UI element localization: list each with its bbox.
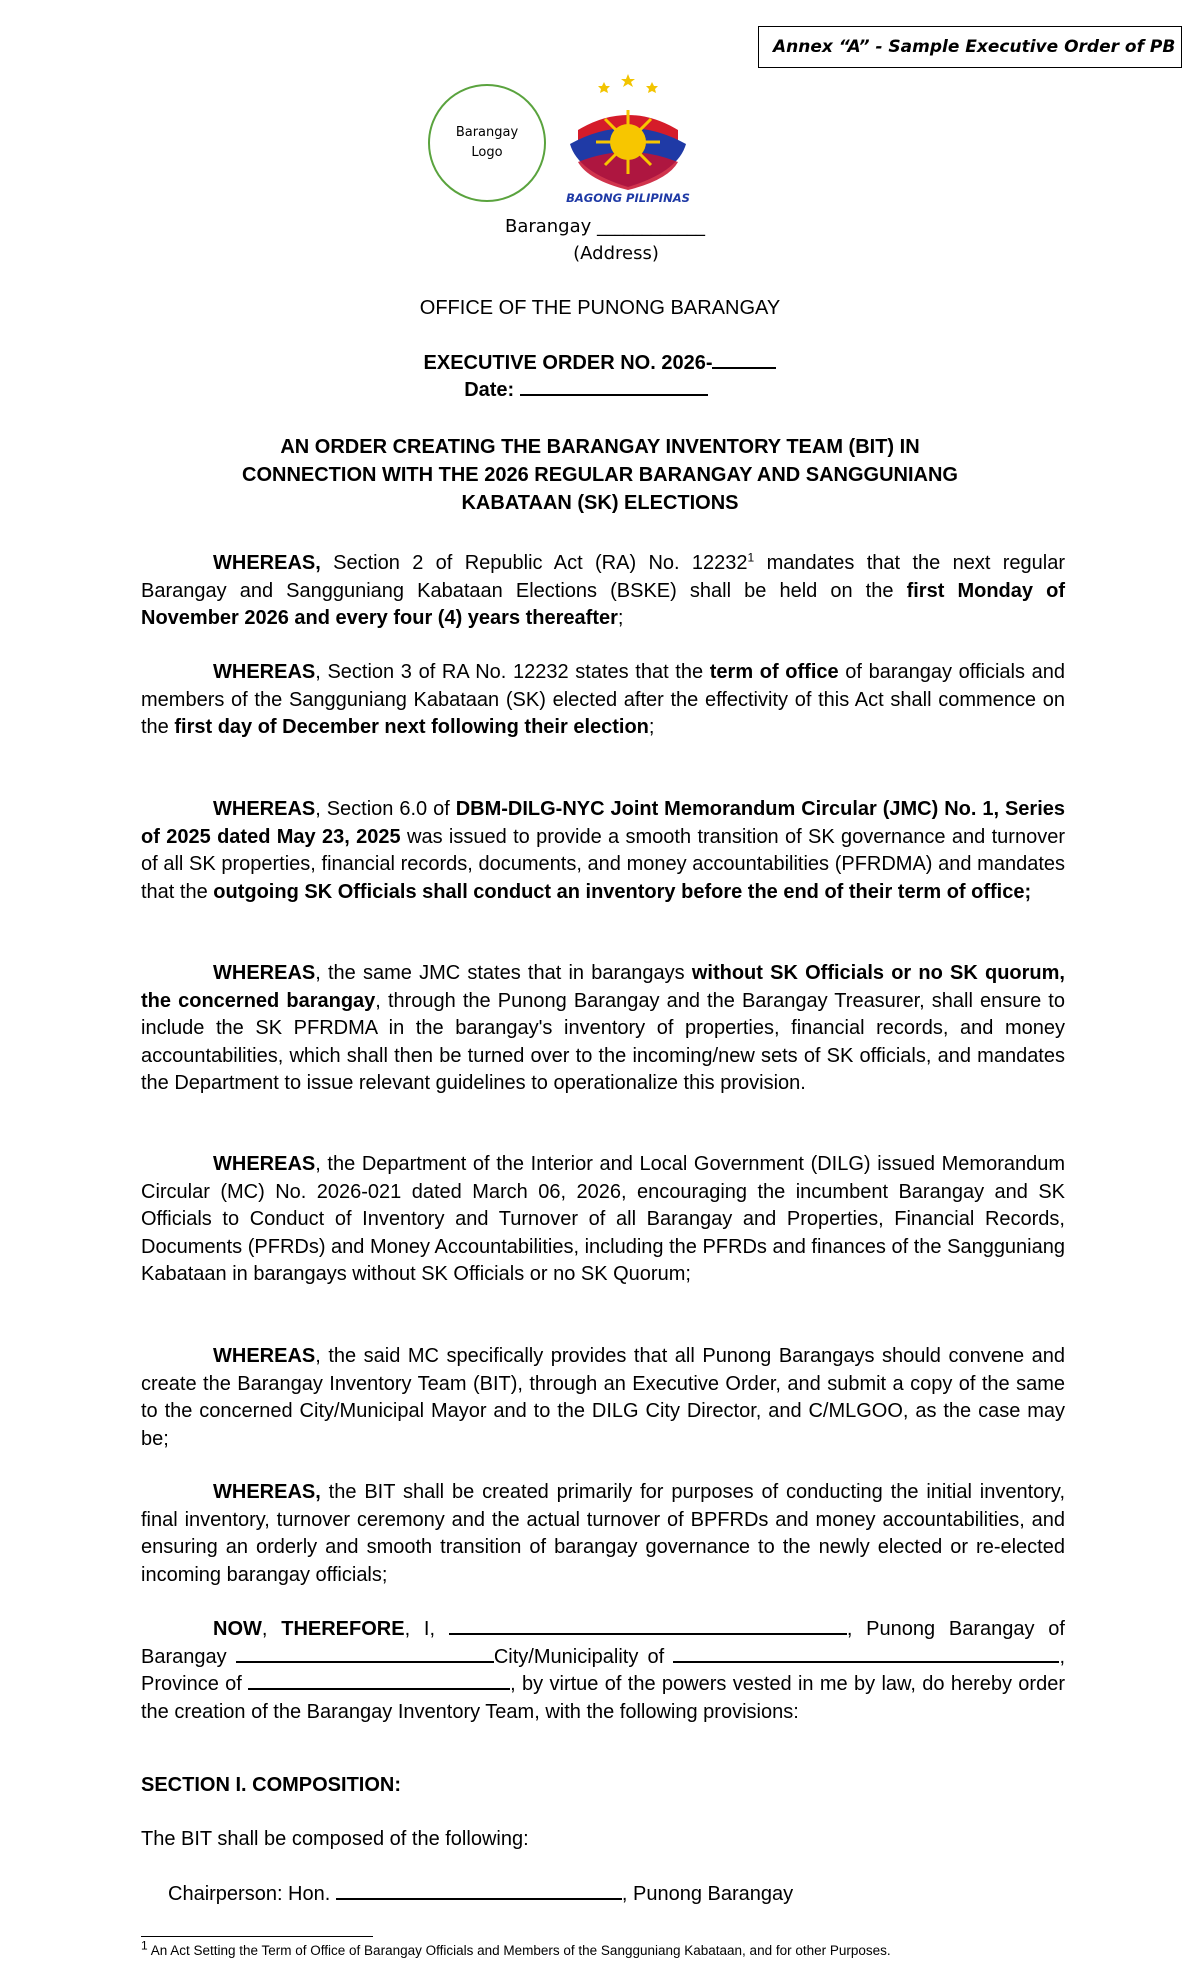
chairperson-blank	[336, 1882, 622, 1900]
order-date: Date:	[0, 378, 1186, 402]
chairperson-line: Chairperson: Hon. , Punong Barangay	[168, 1883, 794, 1905]
barangay-blank	[236, 1645, 494, 1663]
title-line-1: AN ORDER CREATING THE BARANGAY INVENTORY TEAM (BIT) IN	[280, 436, 920, 458]
composition-intro: The BIT shall be composed of the following:	[141, 1828, 529, 1850]
footnote-separator	[141, 1936, 373, 1937]
whereas-clause-4: WHEREAS, the same JMC states that in barangays without SK Officials or no SK quorum, the concerned barangay, through the Punong Barangay and the Barangay Treasurer, shall ensure to include the SK PFRDMA in the barangay's inventory of properties, financial records, and money accountabilities, which shall then be turned over to the incoming/new sets of SK officials, and mandates the Department to issue relevant guidelines to operationalize this provision.	[141, 962, 1065, 1094]
whereas-clause-7: WHEREAS, the BIT shall be created primarily for purposes of conducting the initial inventory, final inventory, turnover ceremony and the actual turnover of BPFRDs and money accountabilities, and ensuring an orderly and smooth transition of barangay governance to the newly elected or re-elected incoming barangay officials;	[141, 1481, 1065, 1586]
executive-order-number: EXECUTIVE ORDER NO. 2026-	[0, 351, 1200, 375]
order-title	[0, 433, 1200, 517]
title-line-2: CONNECTION WITH THE 2026 REGULAR BARANGAY AND SANGGUNIANG	[242, 464, 958, 486]
annex-label: Annex “A” - Sample Executive Order of PB	[758, 26, 1182, 68]
whereas-clause-2: WHEREAS, Section 3 of RA No. 12232 states that the term of office of barangay officials and members of the Sangguniang Kabataan (SK) elected after the effectivity of this Act shall commence on the first day of December next following their election;	[141, 661, 1065, 738]
barangay-name-line: Barangay ____________	[504, 216, 706, 237]
address-line: (Address)	[573, 243, 659, 264]
section-1-heading: SECTION I. COMPOSITION:	[141, 1774, 402, 1796]
name-blank	[449, 1617, 847, 1635]
city-blank	[673, 1645, 1059, 1663]
bagong-pilipinas-text: BAGONG PILIPINAS	[566, 191, 690, 205]
title-line-3: KABATAAN (SK) ELECTIONS	[461, 492, 739, 514]
barangay-logo-placeholder	[428, 84, 546, 202]
whereas-clause-1: WHEREAS, Section 2 of Republic Act (RA) No. 12232$^1$ mandates that the next regular Barangay and Sangguniang Kabataan Elections (BSKE) shall be held on the first Monday of November 2026 and every four (4) years thereafter;	[141, 550, 1065, 629]
logo-text-line2: Logo	[471, 145, 503, 160]
whereas-clause-5: WHEREAS, the Department of the Interior and Local Government (DILG) issued Memorandum Circular (MC) No. 2026-021 dated March 06, 2026, encouraging the incumbent Barangay and SK Officials to Conduct of Inventory and Turnover of all Barangay and Properties, Financial Records, Documents (PFRDs) and Money Accountabilities, including the PFRDs and finances of the Sangguniang Kabataan in barangays without SK Officials or no SK Quorum;	[141, 1153, 1065, 1285]
office-heading: OFFICE OF THE PUNONG BARANGAY	[419, 297, 781, 319]
footnote: $^1$ An Act Setting the Term of Office of Barangay Officials and Members of the Sangguniang Kabataan, and for other Purposes.	[141, 1938, 891, 1958]
province-blank	[248, 1672, 510, 1690]
whereas-clause-6: WHEREAS, the said MC specifically provides that all Punong Barangays should convene and create the Barangay Inventory Team (BIT), through an Executive Order, and submit a copy of the same to the concerned City/Municipal Mayor and to the DILG City Director, and C/MLGOO, as the case may be;	[141, 1345, 1065, 1450]
bagong-pilipinas-logo	[548, 72, 708, 206]
now-therefore-clause: NOW, THEREFORE, I, , Punong Barangay of Barangay City/Municipality of , Province of , by virtue of the powers vested in me by law, do hereby order the creation of the Barangay Inventory Team, with the following provisions:	[141, 1618, 1066, 1723]
logo-text-line1: Barangay	[455, 125, 519, 140]
footnote-ref: 1	[747, 550, 755, 565]
whereas-clause-3: WHEREAS, Section 6.0 of DBM-DILG-NYC Joint Memorandum Circular (JMC) No. 1, Series of 2025 dated May 23, 2025 was issued to provide a smooth transition of SK governance and turnover of all SK properties, financial records, documents, and money accountabilities (PFRDMA) and mandates that the outgoing SK Officials shall conduct an inventory before the end of their term of office;	[141, 798, 1065, 903]
